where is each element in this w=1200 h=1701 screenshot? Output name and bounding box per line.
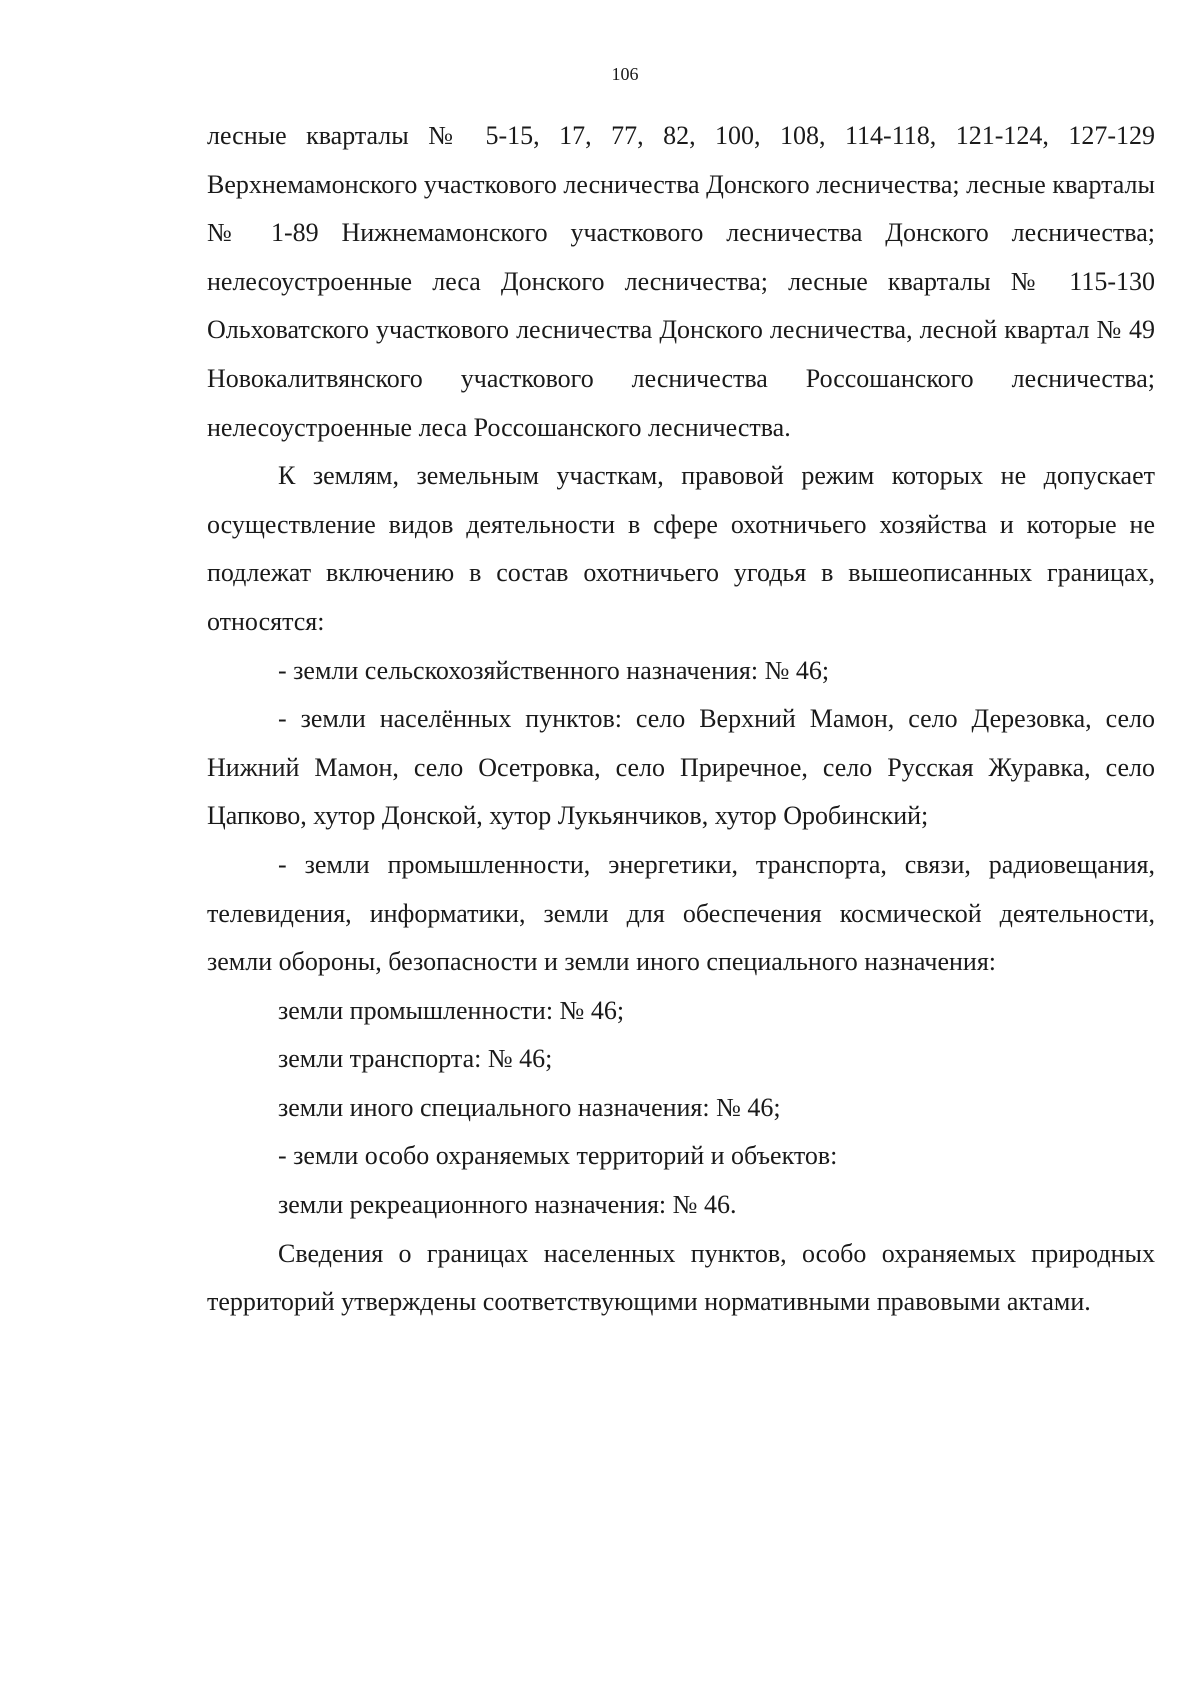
document-body <box>207 112 1155 1327</box>
sub-item-transport: земли транспорта: № 46; <box>278 1044 553 1074</box>
sub-item-special-purpose: земли иного специального назначения: № 46; <box>278 1092 781 1122</box>
sub-item-recreational: земли рекреационного назначения: № 46. <box>278 1190 737 1220</box>
paragraph-boundary-info: Сведения о границах населенных пунктов, особо охраняемых природных территорий утверждены соответствующими нормативными правовыми актами. <box>207 1238 1155 1317</box>
paragraph-forest-quarters: лесные кварталы № 5-15, 17, 77, 82, 100, 108, 114-118, 121-124, 127-129 Верхнемамонского участкового лесничества Донского лесничества; лесные кварталы № 1-89 Нижнемамонского участкового лесничества Донского лесничества; нелесоустроенные леса Донского лесничества; лесные кварталы № 115-130 Ольховатского участкового лесничества Донского лесничества, лесной квартал № 49 Новокалитвянского участкового лесничества Россошанского лесничества; нелесоустроенные леса Россошанского лесничества. <box>207 121 1155 442</box>
list-item-settlement-lands: - земли населённых пунктов: село Верхний Мамон, село Дерезовка, село Нижний Мамон, село Осетровка, село Приречное, село Русская Журавка, село Цапково, хутор Донской, хутор Лукьянчиков, хутор Оробинский; <box>207 704 1155 831</box>
list-item-agricultural-lands: - земли сельскохозяйственного назначения: № 46; <box>278 655 830 685</box>
paragraph-excluded-lands-intro: К землям, земельным участкам, правовой режим которых не допускает осуществление видов деятельности в сфере охотничьего хозяйства и которые не подлежат включению в состав охотничьего угодья в вышеописанных границах, относятся: <box>207 461 1155 636</box>
list-item-protected-territories: - земли особо охраняемых территорий и объектов: <box>278 1141 838 1171</box>
sub-item-industry: земли промышленности: № 46; <box>278 995 625 1025</box>
list-item-industrial-lands: - земли промышленности, энергетики, транспорта, связи, радиовещания, телевидения, информатики, земли для обеспечения космической деятельности, земли обороны, безопасности и земли иного специального назначения: <box>207 849 1155 977</box>
page-number: 106 <box>611 64 639 84</box>
